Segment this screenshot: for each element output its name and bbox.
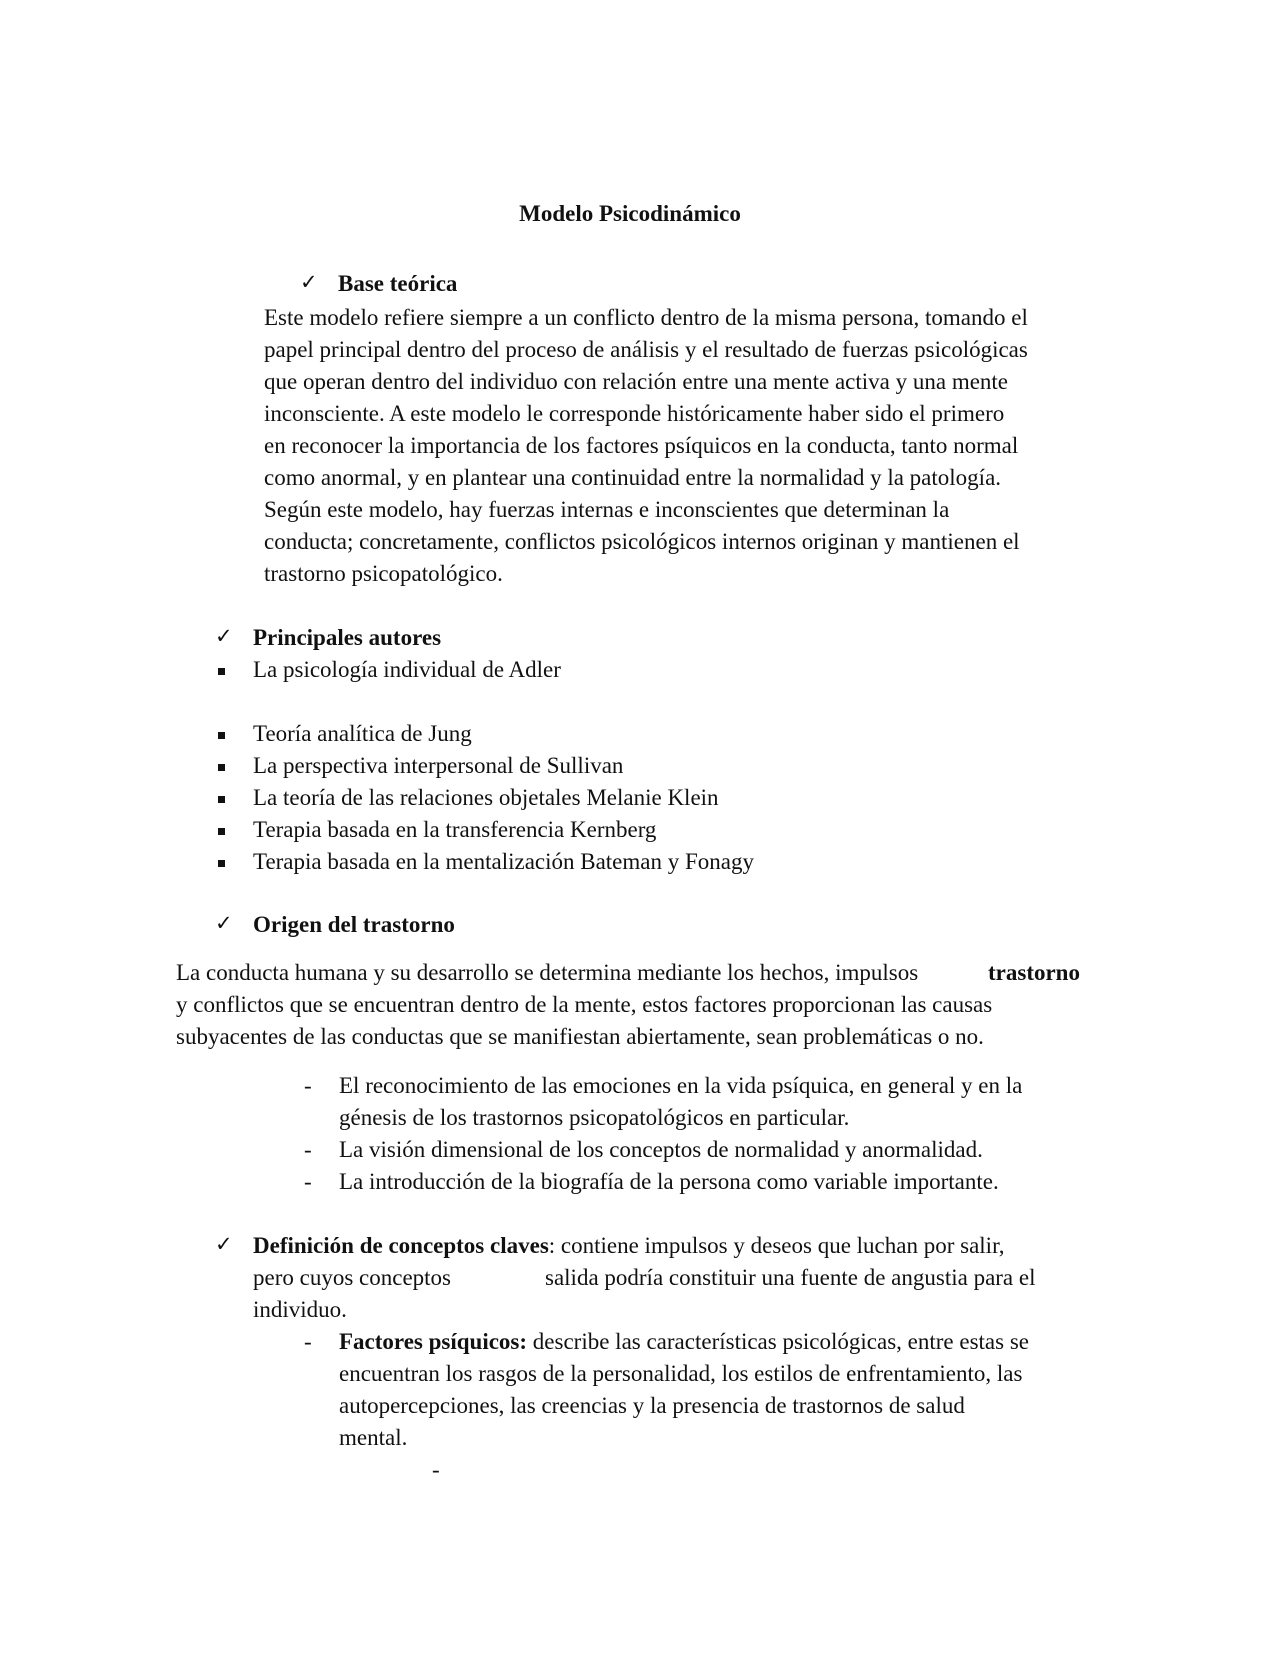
factores-line: mental. [339, 1425, 408, 1450]
base-line: en reconocer la importancia de los factores psíquicos en la conducta, tanto normal [264, 433, 1019, 458]
base-line: que operan dentro del individuo con relación entre una mente activa y una mente [264, 369, 1009, 394]
list-item: La introducción de la biografía de la persona como variable importante. [339, 1169, 999, 1194]
list-item: El reconocimiento de las emociones en la vida psíquica, en general y en la [339, 1073, 1023, 1098]
page-title: Modelo Psicodinámico [519, 201, 741, 226]
section-heading-origen: Origen del trastorno [253, 912, 455, 937]
list-item: Terapia basada en la mentalización Bateman y Fonagy [253, 849, 754, 874]
base-line: trastorno psicopatológico. [264, 561, 503, 586]
definicion-line: pero cuyos conceptos [253, 1265, 451, 1290]
origen-line: y conflictos que se encuentran dentro de la mente, estos factores proporcionan las causas [176, 992, 993, 1017]
base-line: papel principal dentro del proceso de análisis y el resultado de fuerzas psicológicas [264, 337, 1028, 362]
definicion-line: individuo. [253, 1297, 347, 1322]
list-item: La perspectiva interpersonal de Sullivan [253, 753, 624, 778]
list-item: Terapia basada en la transferencia Kernberg [253, 817, 657, 842]
check-icon: ✓ [215, 911, 233, 935]
base-line: como anormal, y en plantear una continuidad entre la normalidad y la patología. [264, 465, 1002, 490]
square-bullet-icon [218, 860, 225, 867]
square-bullet-icon [218, 828, 225, 835]
origen-bold-word: trastorno [988, 960, 1080, 985]
base-line: Según este modelo, hay fuerzas internas e inconscientes que determinan la [264, 497, 950, 522]
base-line: Este modelo refiere siempre a un conflicto dentro de la misma persona, tomando el [264, 305, 1028, 330]
list-item: La teoría de las relaciones objetales Melanie Klein [253, 785, 719, 810]
list-item: Teoría analítica de Jung [253, 721, 472, 746]
dash-bullet-icon: - [304, 1137, 312, 1162]
origen-line: La conducta humana y su desarrollo se determina mediante los hechos, impulsos [176, 960, 919, 985]
check-icon: ✓ [215, 1232, 233, 1256]
definicion-line: salida podría constituir una fuente de angustia para el [545, 1265, 1036, 1290]
check-icon: ✓ [300, 270, 318, 294]
definicion-line [253, 1230, 1005, 1262]
base-line: conducta; concretamente, conflictos psicológicos internos originan y mantienen el [264, 529, 1020, 554]
section-heading-definicion: Definición de conceptos claves [253, 1233, 549, 1258]
list-item: La visión dimensional de los conceptos de normalidad y anormalidad. [339, 1137, 983, 1162]
square-bullet-icon [218, 732, 225, 739]
factores-line: encuentran los rasgos de la personalidad, los estilos de enfrentamiento, las [339, 1361, 1023, 1386]
definicion-text: : contiene impulsos y deseos que luchan por salir, [548, 1233, 1005, 1258]
list-item-continuation: génesis de los trastornos psicopatológicos en particular. [339, 1105, 850, 1130]
base-line: inconsciente. A este modelo le corresponde históricamente haber sido el primero [264, 401, 1005, 426]
origen-line: subyacentes de las conductas que se manifiestan abiertamente, sean problemáticas o no. [176, 1024, 984, 1049]
factores-line [339, 1326, 1029, 1358]
factores-line: autopercepciones, las creencias y la presencia de trastornos de salud [339, 1393, 965, 1418]
square-bullet-icon [218, 668, 225, 675]
dash-bullet-icon: - [304, 1329, 312, 1354]
dash-bullet-icon: - [304, 1169, 312, 1194]
check-icon: ✓ [215, 624, 233, 648]
square-bullet-icon [218, 764, 225, 771]
section-heading-autores: Principales autores [253, 625, 442, 650]
stray-dash: - [432, 1457, 440, 1482]
section-heading-base: Base teórica [338, 271, 458, 296]
list-item: La psicología individual de Adler [253, 657, 561, 682]
square-bullet-icon [218, 796, 225, 803]
dash-bullet-icon: - [304, 1073, 312, 1098]
factores-text: describe las características psicológicas, entre estas se [527, 1329, 1029, 1354]
factores-label: Factores psíquicos: [339, 1329, 528, 1354]
